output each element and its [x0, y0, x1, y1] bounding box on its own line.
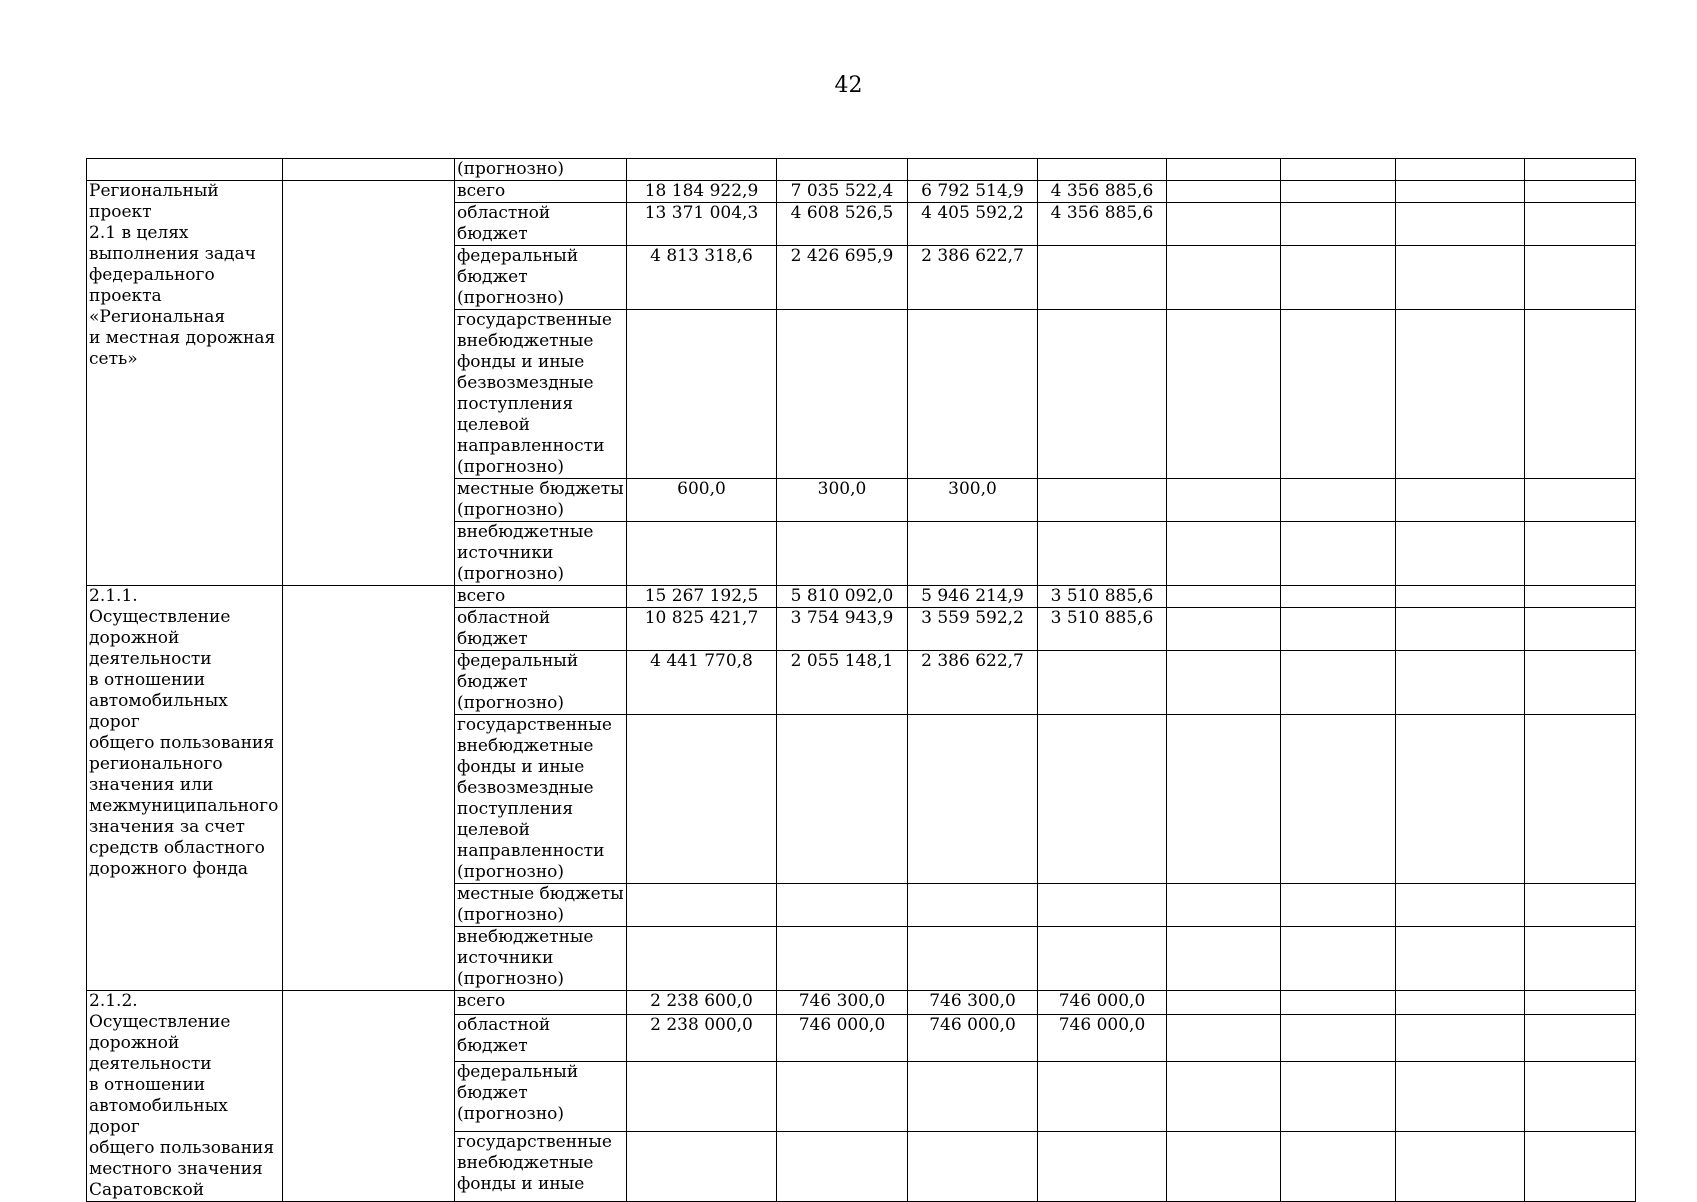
amount-cell	[777, 159, 908, 181]
amount-cell	[1281, 884, 1396, 927]
amount-cell	[1281, 1015, 1396, 1062]
amount-cell: 746 300,0	[908, 991, 1038, 1015]
amount-cell: 4 356 885,6	[1038, 181, 1167, 203]
amount-cell	[1167, 586, 1281, 608]
amount-cell	[1281, 1062, 1396, 1132]
amount-cell	[1525, 715, 1636, 884]
amount-cell	[1281, 586, 1396, 608]
amount-cell	[1396, 159, 1525, 181]
amount-cell: 5 946 214,9	[908, 586, 1038, 608]
funding-source-cell: (прогнозно)	[455, 159, 627, 181]
amount-cell	[777, 310, 908, 479]
amount-cell	[1038, 246, 1167, 310]
amount-cell	[777, 1062, 908, 1132]
amount-cell: 4 441 770,8	[627, 651, 777, 715]
amount-cell	[1281, 181, 1396, 203]
funding-source-cell: всего	[455, 181, 627, 203]
amount-cell	[1396, 203, 1525, 246]
amount-cell	[1396, 991, 1525, 1015]
amount-cell: 4 813 318,6	[627, 246, 777, 310]
amount-cell	[1396, 1132, 1525, 1202]
amount-cell: 3 510 885,6	[1038, 608, 1167, 651]
amount-cell	[1525, 586, 1636, 608]
amount-cell	[1525, 608, 1636, 651]
amount-cell	[1038, 884, 1167, 927]
table-row	[87, 181, 1636, 203]
funding-source-cell: местные бюджеты (прогнозно)	[455, 479, 627, 522]
amount-cell	[908, 715, 1038, 884]
amount-cell	[908, 884, 1038, 927]
amount-cell	[1281, 479, 1396, 522]
amount-cell: 4 608 526,5	[777, 203, 908, 246]
amount-cell: 5 810 092,0	[777, 586, 908, 608]
amount-cell	[1281, 203, 1396, 246]
amount-cell	[1167, 1015, 1281, 1062]
amount-cell	[1167, 1132, 1281, 1202]
amount-cell	[627, 522, 777, 586]
amount-cell	[627, 715, 777, 884]
amount-cell	[777, 884, 908, 927]
amount-cell	[1038, 522, 1167, 586]
amount-cell	[1396, 479, 1525, 522]
funding-source-cell: местные бюджеты (прогнозно)	[455, 884, 627, 927]
executor-cell-regional-project-2-1	[283, 181, 455, 586]
amount-cell: 2 426 695,9	[777, 246, 908, 310]
amount-cell	[1167, 1062, 1281, 1132]
amount-cell	[1281, 159, 1396, 181]
amount-cell	[1396, 181, 1525, 203]
amount-cell	[1525, 884, 1636, 927]
amount-cell	[627, 884, 777, 927]
event-name-cell-item-2-1-1: 2.1.1. Осуществление дорожной деятельности в отношении автомобильных дорог общего пользования регионального значения или межмуниципального значения за счет средств областного дорожного фонда	[87, 586, 283, 991]
amount-cell	[1038, 479, 1167, 522]
amount-cell: 15 267 192,5	[627, 586, 777, 608]
funding-source-cell: всего	[455, 991, 627, 1015]
amount-cell	[1396, 608, 1525, 651]
funding-source-cell: областной бюджет	[455, 203, 627, 246]
amount-cell	[1281, 310, 1396, 479]
amount-cell	[1167, 310, 1281, 479]
funding-source-cell: внебюджетные источники (прогнозно)	[455, 927, 627, 991]
amount-cell	[1396, 522, 1525, 586]
amount-cell: 10 825 421,7	[627, 608, 777, 651]
amount-cell	[908, 1062, 1038, 1132]
amount-cell	[1038, 1062, 1167, 1132]
funding-source-cell: всего	[455, 586, 627, 608]
funding-source-cell: государственные внебюджетные фонды и иные	[455, 1132, 627, 1202]
amount-cell	[1167, 522, 1281, 586]
amount-cell	[1281, 1132, 1396, 1202]
amount-cell: 2 386 622,7	[908, 246, 1038, 310]
amount-cell	[1525, 479, 1636, 522]
amount-cell	[1525, 1015, 1636, 1062]
funding-source-cell: внебюджетные источники (прогнозно)	[455, 522, 627, 586]
amount-cell	[627, 927, 777, 991]
amount-cell	[1525, 1062, 1636, 1132]
event-name-cell-continuation	[87, 159, 283, 181]
amount-cell	[1281, 927, 1396, 991]
amount-cell: 300,0	[777, 479, 908, 522]
amount-cell	[1396, 1062, 1525, 1132]
amount-cell	[908, 1132, 1038, 1202]
amount-cell	[1281, 651, 1396, 715]
amount-cell	[908, 159, 1038, 181]
amount-cell	[1525, 203, 1636, 246]
amount-cell	[1167, 927, 1281, 991]
amount-cell	[1525, 310, 1636, 479]
amount-cell	[1167, 651, 1281, 715]
amount-cell	[1038, 927, 1167, 991]
amount-cell: 746 000,0	[908, 1015, 1038, 1062]
amount-cell: 18 184 922,9	[627, 181, 777, 203]
funding-source-cell: областной бюджет	[455, 608, 627, 651]
amount-cell	[1525, 1132, 1636, 1202]
amount-cell: 2 055 148,1	[777, 651, 908, 715]
amount-cell: 746 000,0	[1038, 1015, 1167, 1062]
amount-cell	[1038, 651, 1167, 715]
amount-cell	[1396, 310, 1525, 479]
amount-cell: 4 356 885,6	[1038, 203, 1167, 246]
amount-cell	[1525, 159, 1636, 181]
amount-cell	[1167, 246, 1281, 310]
amount-cell	[1281, 715, 1396, 884]
amount-cell	[1396, 651, 1525, 715]
amount-cell	[1281, 608, 1396, 651]
amount-cell: 600,0	[627, 479, 777, 522]
amount-cell	[1525, 181, 1636, 203]
amount-cell	[1038, 310, 1167, 479]
amount-cell	[1396, 1015, 1525, 1062]
amount-cell: 2 238 600,0	[627, 991, 777, 1015]
event-name-cell-regional-project-2-1: Региональный проект 2.1 в целях выполнения задач федерального проекта «Региональная и местная дорожная сеть»	[87, 181, 283, 586]
amount-cell	[777, 1132, 908, 1202]
page-number: 42	[834, 73, 863, 98]
amount-cell	[1167, 203, 1281, 246]
amount-cell	[1396, 246, 1525, 310]
amount-cell: 2 238 000,0	[627, 1015, 777, 1062]
funding-source-cell: федеральный бюджет (прогнозно)	[455, 651, 627, 715]
funding-source-cell: федеральный бюджет (прогнозно)	[455, 1062, 627, 1132]
amount-cell	[1167, 479, 1281, 522]
amount-cell	[1525, 246, 1636, 310]
amount-cell	[908, 522, 1038, 586]
amount-cell	[1281, 991, 1396, 1015]
amount-cell	[1396, 927, 1525, 991]
amount-cell: 13 371 004,3	[627, 203, 777, 246]
amount-cell	[908, 927, 1038, 991]
amount-cell	[1038, 1132, 1167, 1202]
amount-cell	[1167, 159, 1281, 181]
event-name-cell-item-2-1-2: 2.1.2. Осуществление дорожной деятельности в отношении автомобильных дорог общего пользования местного значения Саратовской	[87, 991, 283, 1202]
amount-cell: 3 510 885,6	[1038, 586, 1167, 608]
amount-cell	[1038, 715, 1167, 884]
table-row	[87, 991, 1636, 1015]
executor-cell-item-2-1-2	[283, 991, 455, 1202]
amount-cell	[777, 522, 908, 586]
amount-cell: 2 386 622,7	[908, 651, 1038, 715]
funding-source-cell: федеральный бюджет (прогнозно)	[455, 246, 627, 310]
amount-cell	[1525, 991, 1636, 1015]
amount-cell	[908, 310, 1038, 479]
table-row	[87, 159, 1636, 181]
amount-cell	[1281, 522, 1396, 586]
amount-cell	[1281, 246, 1396, 310]
amount-cell	[1167, 991, 1281, 1015]
amount-cell: 6 792 514,9	[908, 181, 1038, 203]
amount-cell	[1396, 586, 1525, 608]
amount-cell: 3 754 943,9	[777, 608, 908, 651]
executor-cell-continuation	[283, 159, 455, 181]
funding-source-cell: государственные внебюджетные фонды и иные безвозмездные поступления целевой направленности (прогнозно)	[455, 310, 627, 479]
amount-cell	[627, 1132, 777, 1202]
funding-source-cell: областной бюджет	[455, 1015, 627, 1062]
amount-cell: 746 000,0	[1038, 991, 1167, 1015]
amount-cell	[1167, 181, 1281, 203]
amount-cell	[627, 310, 777, 479]
financing-table	[86, 158, 1636, 1202]
amount-cell: 4 405 592,2	[908, 203, 1038, 246]
amount-cell: 746 000,0	[777, 1015, 908, 1062]
amount-cell	[1525, 927, 1636, 991]
amount-cell	[1167, 608, 1281, 651]
amount-cell	[1167, 884, 1281, 927]
amount-cell	[777, 715, 908, 884]
executor-cell-item-2-1-1	[283, 586, 455, 991]
amount-cell	[1038, 159, 1167, 181]
amount-cell	[1525, 651, 1636, 715]
amount-cell	[627, 159, 777, 181]
funding-source-cell: государственные внебюджетные фонды и иные безвозмездные поступления целевой направленности (прогнозно)	[455, 715, 627, 884]
amount-cell	[777, 927, 908, 991]
table-row	[87, 586, 1636, 608]
amount-cell: 3 559 592,2	[908, 608, 1038, 651]
amount-cell: 746 300,0	[777, 991, 908, 1015]
amount-cell	[1396, 884, 1525, 927]
amount-cell	[627, 1062, 777, 1132]
amount-cell	[1167, 715, 1281, 884]
amount-cell: 300,0	[908, 479, 1038, 522]
amount-cell: 7 035 522,4	[777, 181, 908, 203]
amount-cell	[1396, 715, 1525, 884]
amount-cell	[1525, 522, 1636, 586]
